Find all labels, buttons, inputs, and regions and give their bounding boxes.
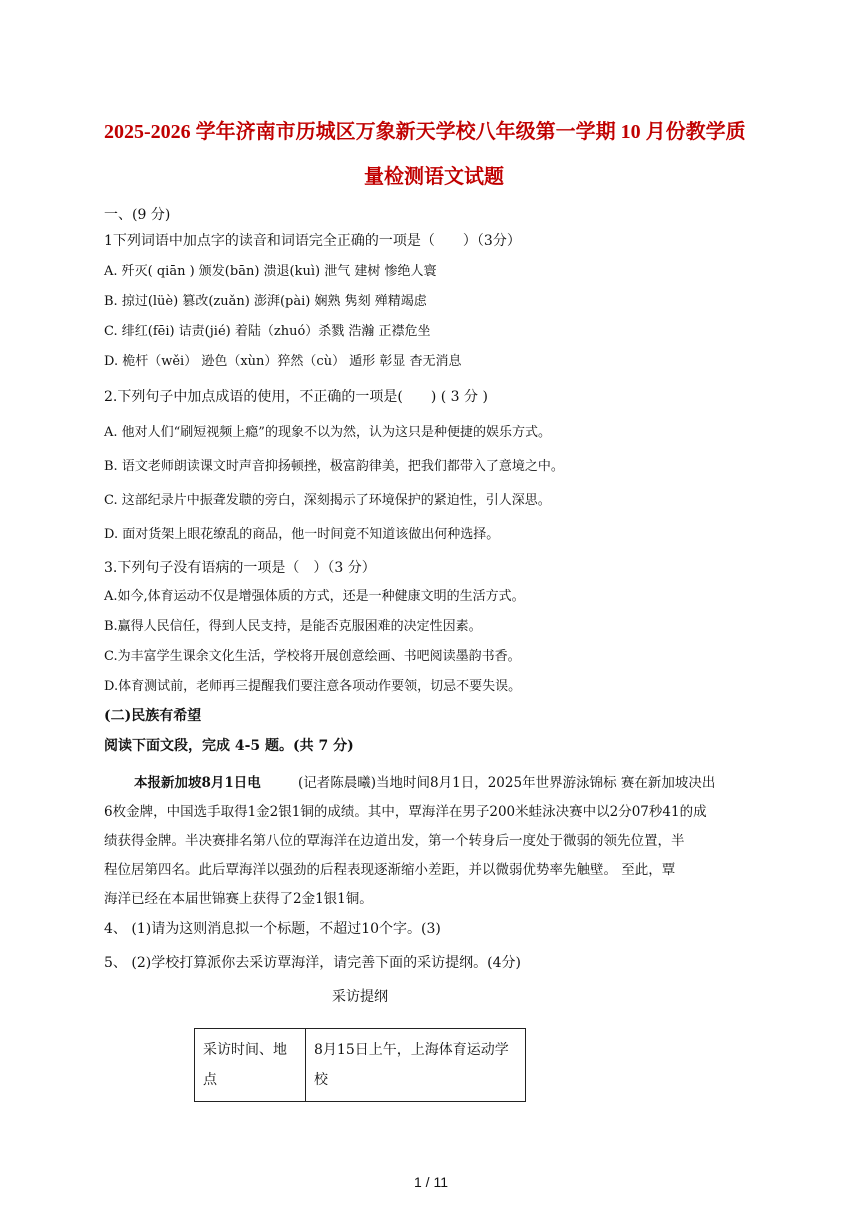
question-1-option-d: D. 桅杆（wěi） 逊色（xùn）猝然（cù） 遁形 彰显 杳无消息 bbox=[104, 354, 462, 369]
question-3-option-a: A.如今,体育运动不仅是增强体质的方式，还是一种健康文明的生活方式。 bbox=[104, 589, 525, 604]
question-2-stem: 2.下列句子中加点成语的使用，不正确的一项是( ) ( 3 分 ) bbox=[104, 389, 488, 405]
news-line-2: 6枚金牌，中国选手取得1金2银1铜的成绩。其中，覃海洋在男子200米蛙泳决赛中以2分07秒41的成 bbox=[104, 804, 707, 820]
interview-table-row bbox=[195, 1029, 526, 1102]
title-line-1: 2025-2026 学年济南市历城区万象新天学校八年级第一学期 10 月份教学质 bbox=[104, 121, 746, 143]
question-2-option-d: D. 面对货架上眼花缭乱的商品，他一时间竟不知道该做出何种选择。 bbox=[104, 527, 500, 542]
section-2-instruction: 阅读下面文段，完成 4-5 题。(共 7 分) bbox=[104, 738, 354, 754]
news-dateline: 本报新加坡8月1日电 bbox=[134, 775, 261, 791]
question-3-option-b: B.赢得人民信任，得到人民支持，是能否克服困难的决定性因素。 bbox=[104, 619, 482, 634]
question-2-option-b: B. 语文老师朗读课文时声音抑扬顿挫，极富韵律美，把我们都带入了意境之中。 bbox=[104, 459, 564, 474]
question-3-option-d: D.体育测试前，老师再三提醒我们要注意各项动作要领，切忌不要失误。 bbox=[104, 679, 522, 694]
section-1-heading: 一、(9 分) bbox=[104, 207, 171, 223]
question-3-option-c: C.为丰富学生课余文化生活，学校将开展创意绘画、书吧阅读墨韵书香。 bbox=[104, 649, 521, 664]
question-3-stem: 3.下列句子没有语病的一项是（ ）（3 分） bbox=[104, 560, 376, 576]
news-line-4: 程位居第四名。此后覃海洋以强劲的后程表现逐渐缩小差距，并以微弱优势率先触壁。 至此，覃 bbox=[104, 862, 676, 878]
question-1-option-b: B. 掠过(lüè) 篡改(zuǎn) 澎湃(pài) 娴熟 隽刻 殚精竭虑 bbox=[104, 294, 427, 309]
interview-table-value: 8月15日上午，上海体育运动学校 bbox=[306, 1029, 526, 1102]
news-line-1: (记者陈晨曦)当地时间8月1日，2025年世界游泳锦标 赛在新加坡决出 bbox=[298, 775, 716, 791]
section-2-heading: (二)民族有希望 bbox=[104, 708, 202, 724]
question-2-option-c: C. 这部纪录片中振聋发聩的旁白，深刻揭示了环境保护的紧迫性，引人深思。 bbox=[104, 493, 551, 508]
question-1-option-c: C. 绯红(fēi) 诘责(jié) 着陆（zhuó）杀戮 浩瀚 正襟危坐 bbox=[104, 324, 431, 339]
question-1-option-a: A. 歼灭( qiān ) 颁发(bān) 溃退(kuì) 泄气 建树 惨绝人寰 bbox=[104, 264, 437, 279]
news-line-3: 绩获得金牌。半决赛排名第八位的覃海洋在边道出发，第一个转身后一度处于微弱的领先位置，半 bbox=[104, 833, 685, 849]
news-line-5: 海洋已经在本届世锦赛上获得了2金1银1铜。 bbox=[104, 891, 373, 907]
question-1-stem: 1下列词语中加点字的读音和词语完全正确的一项是（ ）（3分） bbox=[104, 233, 521, 249]
page-number: 1 / 11 bbox=[414, 1174, 448, 1190]
question-2-option-a: A. 他对人们“刷短视频上瘾”的现象不以为然，认为这只是种便捷的娱乐方式。 bbox=[104, 425, 551, 440]
interview-table-key: 采访时间、地点 bbox=[195, 1029, 306, 1102]
interview-table bbox=[194, 1028, 526, 1102]
question-4: 4、 (1)请为这则消息拟一个标题，不超过10个字。(3) bbox=[104, 921, 441, 937]
question-5: 5、 (2)学校打算派你去采访覃海洋，请完善下面的采访提纲。(4分) bbox=[104, 955, 522, 971]
interview-outline-title: 采访提纲 bbox=[332, 989, 388, 1005]
title-line-2: 量检测语文试题 bbox=[364, 166, 504, 188]
